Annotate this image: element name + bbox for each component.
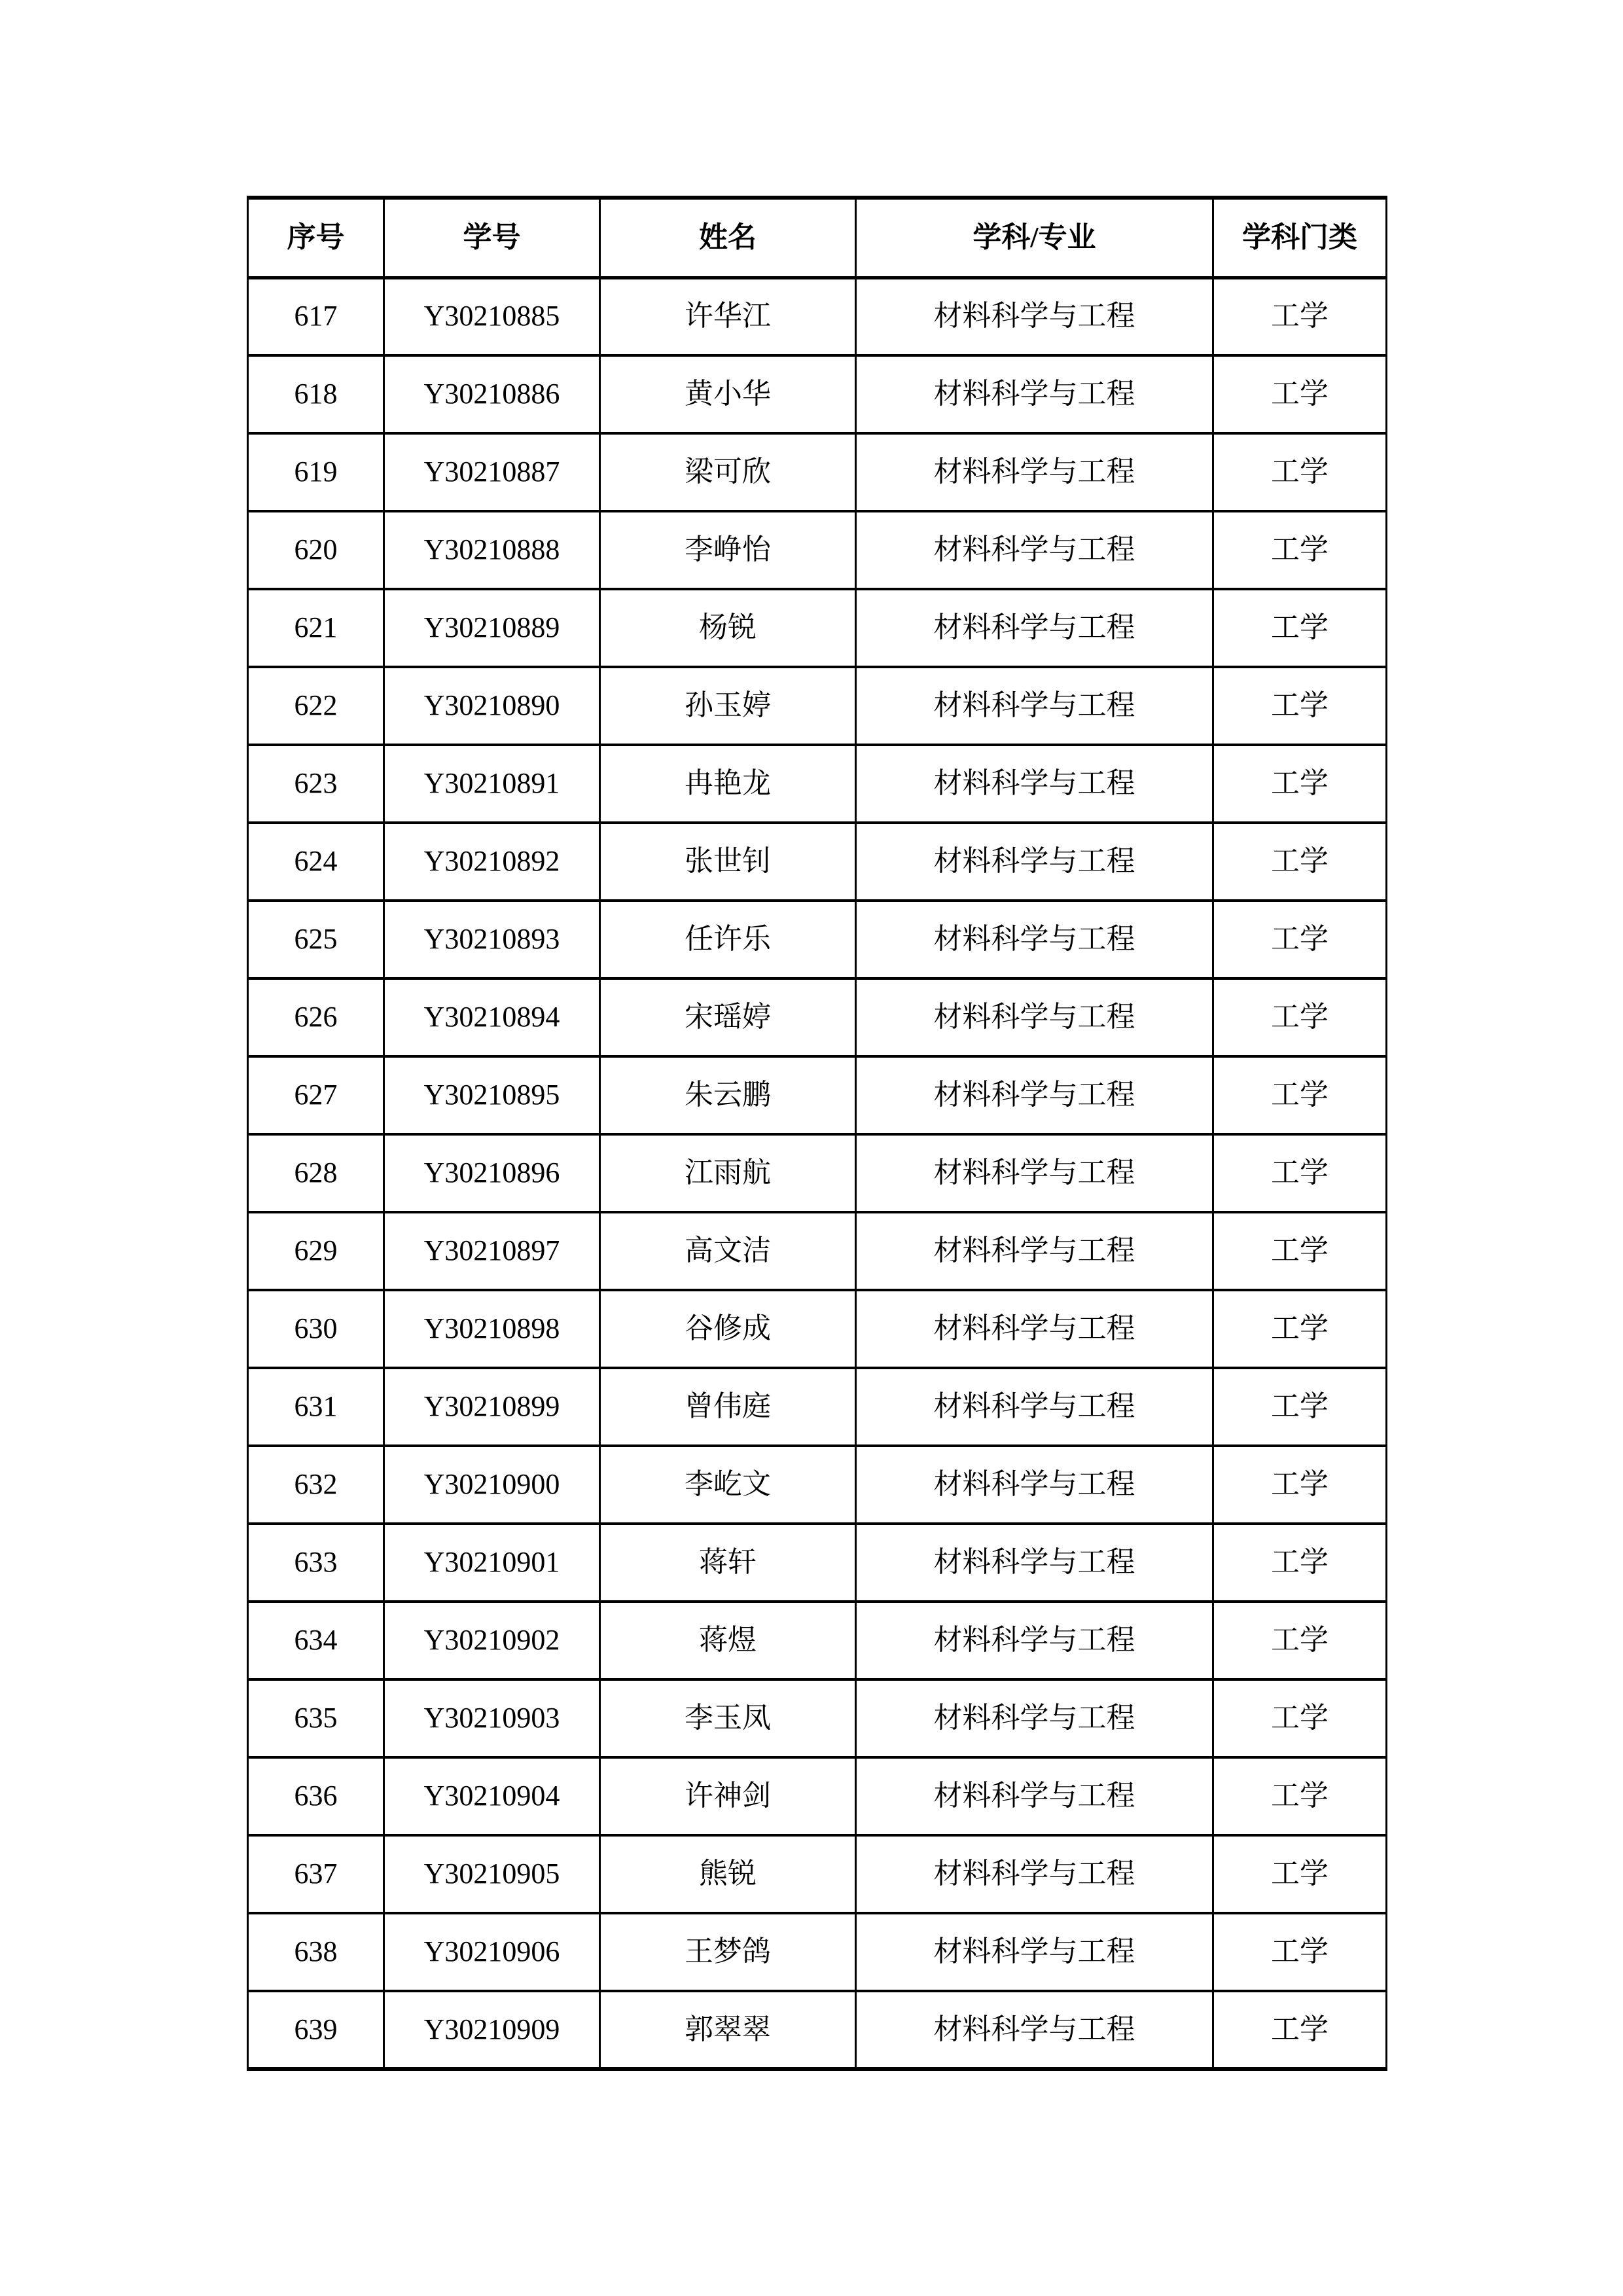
table-row — [248, 823, 1387, 901]
cell-major: 材料科学与工程 — [856, 1679, 1213, 1757]
table-row — [248, 355, 1387, 433]
cell-discipline-category: 工学 — [1213, 1056, 1387, 1134]
cell-name: 张世钊 — [600, 823, 856, 901]
cell-major: 材料科学与工程 — [856, 1056, 1213, 1134]
table-row — [248, 745, 1387, 823]
table-row — [248, 1524, 1387, 1602]
cell-name: 蒋轩 — [600, 1524, 856, 1602]
cell-major: 材料科学与工程 — [856, 901, 1213, 978]
table-row — [248, 1368, 1387, 1446]
cell-discipline-category: 工学 — [1213, 1757, 1387, 1835]
table-row — [248, 978, 1387, 1056]
cell-name: 谷修成 — [600, 1290, 856, 1368]
cell-major: 材料科学与工程 — [856, 1835, 1213, 1913]
cell-name: 李峥怡 — [600, 511, 856, 589]
header-name: 姓名 — [600, 198, 856, 278]
cell-serial-number: 622 — [248, 667, 384, 745]
table-row — [248, 1757, 1387, 1835]
cell-serial-number: 617 — [248, 278, 384, 355]
cell-serial-number: 627 — [248, 1056, 384, 1134]
table-row — [248, 1134, 1387, 1212]
table-body — [248, 278, 1387, 2069]
table-row — [248, 1679, 1387, 1757]
header-discipline-category: 学科门类 — [1213, 198, 1387, 278]
cell-student-id: Y30210896 — [384, 1134, 600, 1212]
table-row — [248, 1290, 1387, 1368]
cell-serial-number: 637 — [248, 1835, 384, 1913]
cell-major: 材料科学与工程 — [856, 589, 1213, 667]
table-row — [248, 1446, 1387, 1524]
table-row — [248, 1212, 1387, 1290]
cell-discipline-category: 工学 — [1213, 823, 1387, 901]
cell-discipline-category: 工学 — [1213, 1991, 1387, 2069]
cell-student-id: Y30210906 — [384, 1913, 600, 1991]
cell-serial-number: 633 — [248, 1524, 384, 1602]
cell-serial-number: 618 — [248, 355, 384, 433]
cell-student-id: Y30210902 — [384, 1602, 600, 1679]
cell-student-id: Y30210892 — [384, 823, 600, 901]
cell-major: 材料科学与工程 — [856, 978, 1213, 1056]
cell-serial-number: 634 — [248, 1602, 384, 1679]
cell-major: 材料科学与工程 — [856, 433, 1213, 511]
cell-name: 江雨航 — [600, 1134, 856, 1212]
cell-name: 高文洁 — [600, 1212, 856, 1290]
header-serial-number: 序号 — [248, 198, 384, 278]
cell-major: 材料科学与工程 — [856, 1524, 1213, 1602]
cell-name: 许华江 — [600, 278, 856, 355]
cell-discipline-category: 工学 — [1213, 745, 1387, 823]
cell-discipline-category: 工学 — [1213, 978, 1387, 1056]
cell-major: 材料科学与工程 — [856, 355, 1213, 433]
cell-serial-number: 619 — [248, 433, 384, 511]
table-row — [248, 1835, 1387, 1913]
cell-discipline-category: 工学 — [1213, 1290, 1387, 1368]
cell-discipline-category: 工学 — [1213, 433, 1387, 511]
cell-name: 郭翠翠 — [600, 1991, 856, 2069]
cell-name: 蒋煜 — [600, 1602, 856, 1679]
cell-student-id: Y30210903 — [384, 1679, 600, 1757]
table-row — [248, 1991, 1387, 2069]
student-roster-table — [247, 196, 1387, 2071]
cell-name: 宋瑶婷 — [600, 978, 856, 1056]
cell-serial-number: 630 — [248, 1290, 384, 1368]
cell-name: 孙玉婷 — [600, 667, 856, 745]
cell-discipline-category: 工学 — [1213, 355, 1387, 433]
cell-major: 材料科学与工程 — [856, 1446, 1213, 1524]
cell-name: 梁可欣 — [600, 433, 856, 511]
table-row — [248, 1056, 1387, 1134]
header-student-id: 学号 — [384, 198, 600, 278]
cell-student-id: Y30210909 — [384, 1991, 600, 2069]
cell-serial-number: 631 — [248, 1368, 384, 1446]
cell-name: 曾伟庭 — [600, 1368, 856, 1446]
table-row — [248, 1913, 1387, 1991]
cell-serial-number: 620 — [248, 511, 384, 589]
cell-student-id: Y30210890 — [384, 667, 600, 745]
cell-serial-number: 625 — [248, 901, 384, 978]
cell-discipline-category: 工学 — [1213, 1134, 1387, 1212]
cell-major: 材料科学与工程 — [856, 1913, 1213, 1991]
cell-discipline-category: 工学 — [1213, 1446, 1387, 1524]
cell-student-id: Y30210895 — [384, 1056, 600, 1134]
cell-student-id: Y30210900 — [384, 1446, 600, 1524]
cell-name: 王梦鸽 — [600, 1913, 856, 1991]
cell-major: 材料科学与工程 — [856, 1134, 1213, 1212]
cell-student-id: Y30210893 — [384, 901, 600, 978]
cell-discipline-category: 工学 — [1213, 1835, 1387, 1913]
table-row — [248, 1602, 1387, 1679]
cell-student-id: Y30210905 — [384, 1835, 600, 1913]
cell-major: 材料科学与工程 — [856, 823, 1213, 901]
cell-major: 材料科学与工程 — [856, 511, 1213, 589]
cell-discipline-category: 工学 — [1213, 1913, 1387, 1991]
cell-major: 材料科学与工程 — [856, 1368, 1213, 1446]
cell-major: 材料科学与工程 — [856, 1991, 1213, 2069]
cell-student-id: Y30210901 — [384, 1524, 600, 1602]
cell-serial-number: 632 — [248, 1446, 384, 1524]
cell-student-id: Y30210887 — [384, 433, 600, 511]
cell-name: 熊锐 — [600, 1835, 856, 1913]
cell-discipline-category: 工学 — [1213, 667, 1387, 745]
cell-serial-number: 629 — [248, 1212, 384, 1290]
cell-discipline-category: 工学 — [1213, 1602, 1387, 1679]
table-row — [248, 667, 1387, 745]
cell-discipline-category: 工学 — [1213, 511, 1387, 589]
cell-major: 材料科学与工程 — [856, 745, 1213, 823]
cell-discipline-category: 工学 — [1213, 589, 1387, 667]
cell-major: 材料科学与工程 — [856, 1602, 1213, 1679]
table-row — [248, 433, 1387, 511]
cell-discipline-category: 工学 — [1213, 901, 1387, 978]
cell-student-id: Y30210885 — [384, 278, 600, 355]
cell-serial-number: 626 — [248, 978, 384, 1056]
cell-student-id: Y30210898 — [384, 1290, 600, 1368]
cell-serial-number: 636 — [248, 1757, 384, 1835]
cell-serial-number: 638 — [248, 1913, 384, 1991]
cell-major: 材料科学与工程 — [856, 1290, 1213, 1368]
cell-student-id: Y30210888 — [384, 511, 600, 589]
cell-name: 黄小华 — [600, 355, 856, 433]
header-major: 学科/专业 — [856, 198, 1213, 278]
table-row — [248, 901, 1387, 978]
table-row — [248, 589, 1387, 667]
table-row — [248, 278, 1387, 355]
cell-name: 任许乐 — [600, 901, 856, 978]
cell-serial-number: 624 — [248, 823, 384, 901]
cell-serial-number: 621 — [248, 589, 384, 667]
cell-student-id: Y30210891 — [384, 745, 600, 823]
cell-student-id: Y30210886 — [384, 355, 600, 433]
cell-student-id: Y30210889 — [384, 589, 600, 667]
cell-major: 材料科学与工程 — [856, 278, 1213, 355]
table-header-row — [248, 198, 1387, 278]
cell-major: 材料科学与工程 — [856, 1757, 1213, 1835]
cell-name: 李玉凤 — [600, 1679, 856, 1757]
cell-serial-number: 635 — [248, 1679, 384, 1757]
cell-name: 冉艳龙 — [600, 745, 856, 823]
cell-student-id: Y30210899 — [384, 1368, 600, 1446]
cell-student-id: Y30210904 — [384, 1757, 600, 1835]
cell-serial-number: 639 — [248, 1991, 384, 2069]
cell-name: 杨锐 — [600, 589, 856, 667]
cell-name: 李屹文 — [600, 1446, 856, 1524]
cell-name: 朱云鹏 — [600, 1056, 856, 1134]
table-row — [248, 511, 1387, 589]
cell-discipline-category: 工学 — [1213, 1679, 1387, 1757]
cell-serial-number: 628 — [248, 1134, 384, 1212]
cell-discipline-category: 工学 — [1213, 1368, 1387, 1446]
table-header — [248, 198, 1387, 278]
cell-name: 许神剑 — [600, 1757, 856, 1835]
cell-discipline-category: 工学 — [1213, 1212, 1387, 1290]
cell-discipline-category: 工学 — [1213, 278, 1387, 355]
cell-discipline-category: 工学 — [1213, 1524, 1387, 1602]
cell-student-id: Y30210897 — [384, 1212, 600, 1290]
cell-student-id: Y30210894 — [384, 978, 600, 1056]
cell-major: 材料科学与工程 — [856, 667, 1213, 745]
cell-serial-number: 623 — [248, 745, 384, 823]
cell-major: 材料科学与工程 — [856, 1212, 1213, 1290]
